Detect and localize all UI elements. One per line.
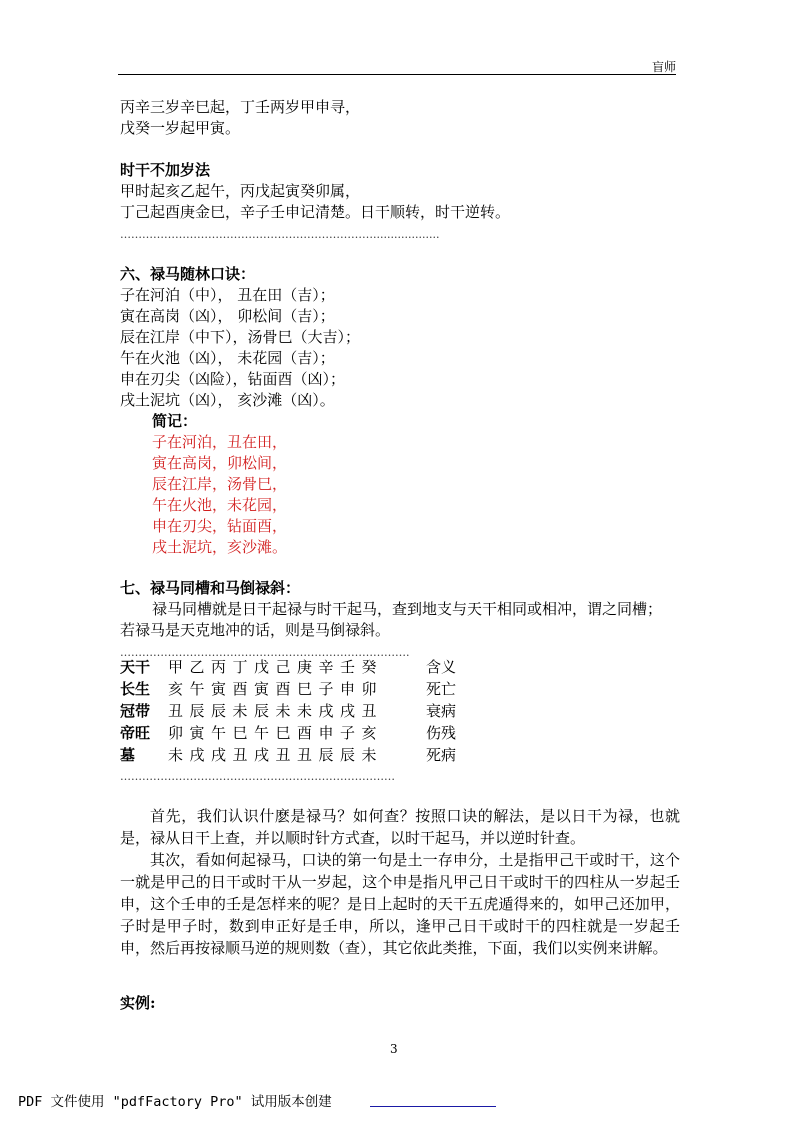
- example-heading: 实例:: [120, 994, 156, 1012]
- verse-line-8: 午在火池（凶）， 未花园（吉）；: [120, 349, 335, 367]
- brief-note-line-2: 寅在高岗，卯松间，: [152, 454, 288, 472]
- table-row-cells: 未戌戌丑戌丑丑辰辰未: [168, 746, 384, 764]
- table-row-meaning: 死亡: [426, 680, 457, 698]
- table-row-meaning: 含义: [426, 658, 457, 676]
- brief-note-line-4: 午在火池，未花园，: [152, 496, 288, 514]
- paragraph-2: 其次，看如何起禄马，口诀的第一句是土一存申分，土是指甲己干或时干，这个一就是甲己的日干或时干从一岁起，这个申是指凡甲己日干或时干的四柱从一岁起壬申，这个壬申的壬是怎样来的呢？是日上起时的天干五虎遁得来的，如甲己还加甲，子时是甲子时，数到申正好是壬申，所以，逢甲己日干或时干的四柱就是一岁起壬申，然后再按禄顺马逆的规则数（查），其它依此类推，下面，我们以实例来讲解。: [120, 851, 680, 957]
- brief-note-line-6: 戌土泥坑，亥沙滩。: [152, 538, 288, 556]
- verse-line-7: 辰在江岸（中下），汤骨巳（大吉）；: [120, 328, 361, 346]
- table-row-head: 长生: [120, 680, 151, 698]
- table-row-head: 天干: [120, 658, 151, 676]
- dotted-separator: ……………………………………………………………...................: [120, 228, 440, 241]
- table-row-head: 帝旺: [120, 724, 151, 742]
- footer-note: PDF 文件使用 "pdfFactory Pro" 试用版本创建: [18, 1094, 332, 1110]
- verse-line-1: 丙辛三岁辛巳起，丁壬两岁甲申寻，: [120, 98, 361, 116]
- section-heading-7: 七、禄马同槽和马倒禄斜：: [120, 579, 301, 597]
- verse-line-2: 戊癸一岁起甲寅。: [120, 119, 241, 137]
- brief-note-heading: 简记：: [152, 412, 198, 430]
- table-row-cells: 卯寅午巳午巳酉申子亥: [168, 724, 384, 742]
- dotted-separator: …………………………………………………………………….: [120, 646, 410, 659]
- body-line-12: 若禄马是天克地冲的话，则是马倒禄斜。: [120, 621, 391, 639]
- table-row-meaning: 死病: [426, 746, 457, 764]
- verse-line-6: 寅在高岗（凶）， 卯松间（吉）；: [120, 307, 335, 325]
- footer-link[interactable]: [370, 1092, 496, 1107]
- dotted-separator: …………………………………………………………………: [120, 770, 395, 783]
- section-heading-6: 六、禄马随林口诀：: [120, 265, 256, 283]
- verse-line-5: 子在河泊（中）， 丑在田（吉）；: [120, 286, 335, 304]
- verse-line-9: 申在刃尖（凶险），钻面酉（凶）；: [120, 370, 346, 388]
- brief-note-line-1: 子在河泊，丑在田，: [152, 433, 288, 451]
- paragraph-1: 首先，我们认识什麽是禄马？如何查？按照口诀的解法，是以日干为禄，也就是，禄从日干上查，并以顺时针方式查，以时干起马，并以逆时针查。: [120, 807, 680, 847]
- verse-line-3: 甲时起亥乙起午，丙戊起寅癸卯属，: [120, 182, 361, 200]
- table-row-meaning: 伤残: [426, 724, 457, 742]
- table-row-meaning: 衰病: [426, 702, 457, 720]
- verse-line-4: 丁己起酉庚金巳，辛子壬申记清楚。日干顺转，时干逆转。: [120, 203, 511, 221]
- table-row-cells: 亥午寅酉寅酉巳子申卯: [168, 680, 384, 698]
- table-row-cells: 甲乙丙丁戊己庚辛壬癸: [168, 658, 384, 676]
- table-row-head: 墓: [120, 746, 136, 764]
- brief-note-line-5: 申在刃尖，钻面酉，: [152, 517, 288, 535]
- table-row-head: 冠带: [120, 702, 151, 720]
- verse-line-10: 戌土泥坑（凶）， 亥沙滩（凶）。: [120, 391, 335, 409]
- table-row-cells: 丑辰辰未辰未未戌戌丑: [168, 702, 384, 720]
- header-title: 盲师: [651, 60, 676, 74]
- brief-note-line-3: 辰在江岸，汤骨巳，: [152, 475, 288, 493]
- section-heading-shigan: 时干不加岁法: [120, 161, 211, 179]
- header-rule: [118, 74, 676, 75]
- body-line-11: 禄马同槽就是日干起禄与时干起马，查到地支与天干相同或相冲，谓之同槽；: [152, 600, 663, 618]
- page-number: 3: [390, 1042, 398, 1056]
